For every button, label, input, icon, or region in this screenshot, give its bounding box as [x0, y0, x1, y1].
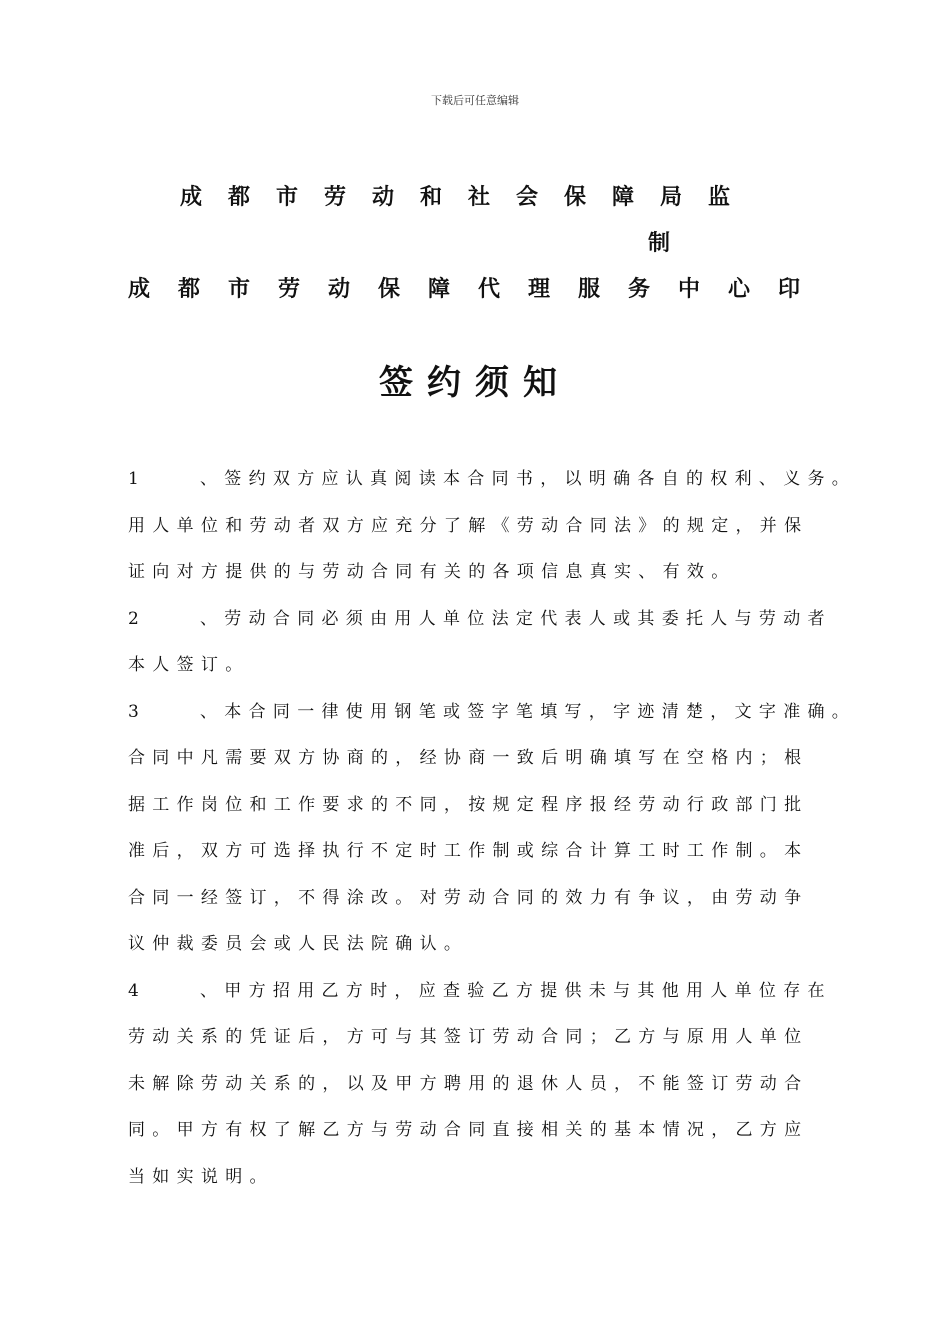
notice-item [128, 456, 858, 596]
item-line: 准后，双方可选择执行不定时工作制或综合计算工时工作制。本 [128, 841, 809, 861]
header-note: 下载后可任意编辑 [431, 94, 519, 107]
item-line [128, 596, 858, 643]
notice-item [128, 968, 858, 1201]
notice-item [128, 596, 858, 689]
item-line: 劳动关系的凭证后，方可与其签订劳动合同；乙方与原用人单位 [128, 1027, 809, 1047]
item-text: 、签约双方应认真阅读本合同书，以明确各自的权利、义务。 [200, 469, 857, 489]
notice-item [128, 689, 858, 968]
issuer-line-1: 成都市劳动和社会保障局监 [180, 185, 757, 210]
issuer-line-2: 成都市劳动保障代理服务中心印 [128, 277, 829, 302]
page-title: 签约须知 [379, 363, 571, 403]
item-line [128, 689, 858, 736]
item-line: 据工作岗位和工作要求的不同，按规定程序报经劳动行政部门批 [128, 794, 809, 815]
issuer-line-1-suffix: 制 [648, 231, 671, 256]
item-number: 4 [128, 980, 139, 1001]
item-line: 议仲裁委员会或人民法院确认。 [128, 934, 469, 954]
item-number: 3 [128, 701, 139, 722]
item-line [128, 968, 858, 1015]
item-line: 证向对方提供的与劳动合同有关的各项信息真实、有效。 [128, 562, 736, 582]
item-number: 1 [128, 469, 139, 489]
item-text: 、劳动合同必须由用人单位法定代表人或其委托人与劳动者 [200, 608, 832, 629]
item-text: 、甲方招用乙方时，应查验乙方提供未与其他用人单位存在 [200, 980, 832, 1001]
notice-body [128, 456, 858, 1200]
item-line: 同。甲方有权了解乙方与劳动合同直接相关的基本情况，乙方应 [128, 1120, 809, 1140]
item-number: 2 [128, 608, 139, 629]
item-line: 当如实说明。 [128, 1166, 274, 1187]
item-line: 用人单位和劳动者双方应充分了解《劳动合同法》的规定，并保 [128, 515, 809, 536]
item-line: 合同一经签订，不得涂改。对劳动合同的效力有争议，由劳动争 [128, 887, 809, 908]
item-line: 本人签订。 [128, 655, 250, 675]
item-line [128, 456, 858, 503]
item-line: 未解除劳动关系的，以及甲方聘用的退休人员，不能签订劳动合 [128, 1073, 809, 1094]
item-text: 、本合同一律使用钢笔或签字笔填写，字迹清楚，文字准确。 [200, 701, 857, 722]
item-line: 合同中凡需要双方协商的，经协商一致后明确填写在空格内；根 [128, 748, 809, 768]
